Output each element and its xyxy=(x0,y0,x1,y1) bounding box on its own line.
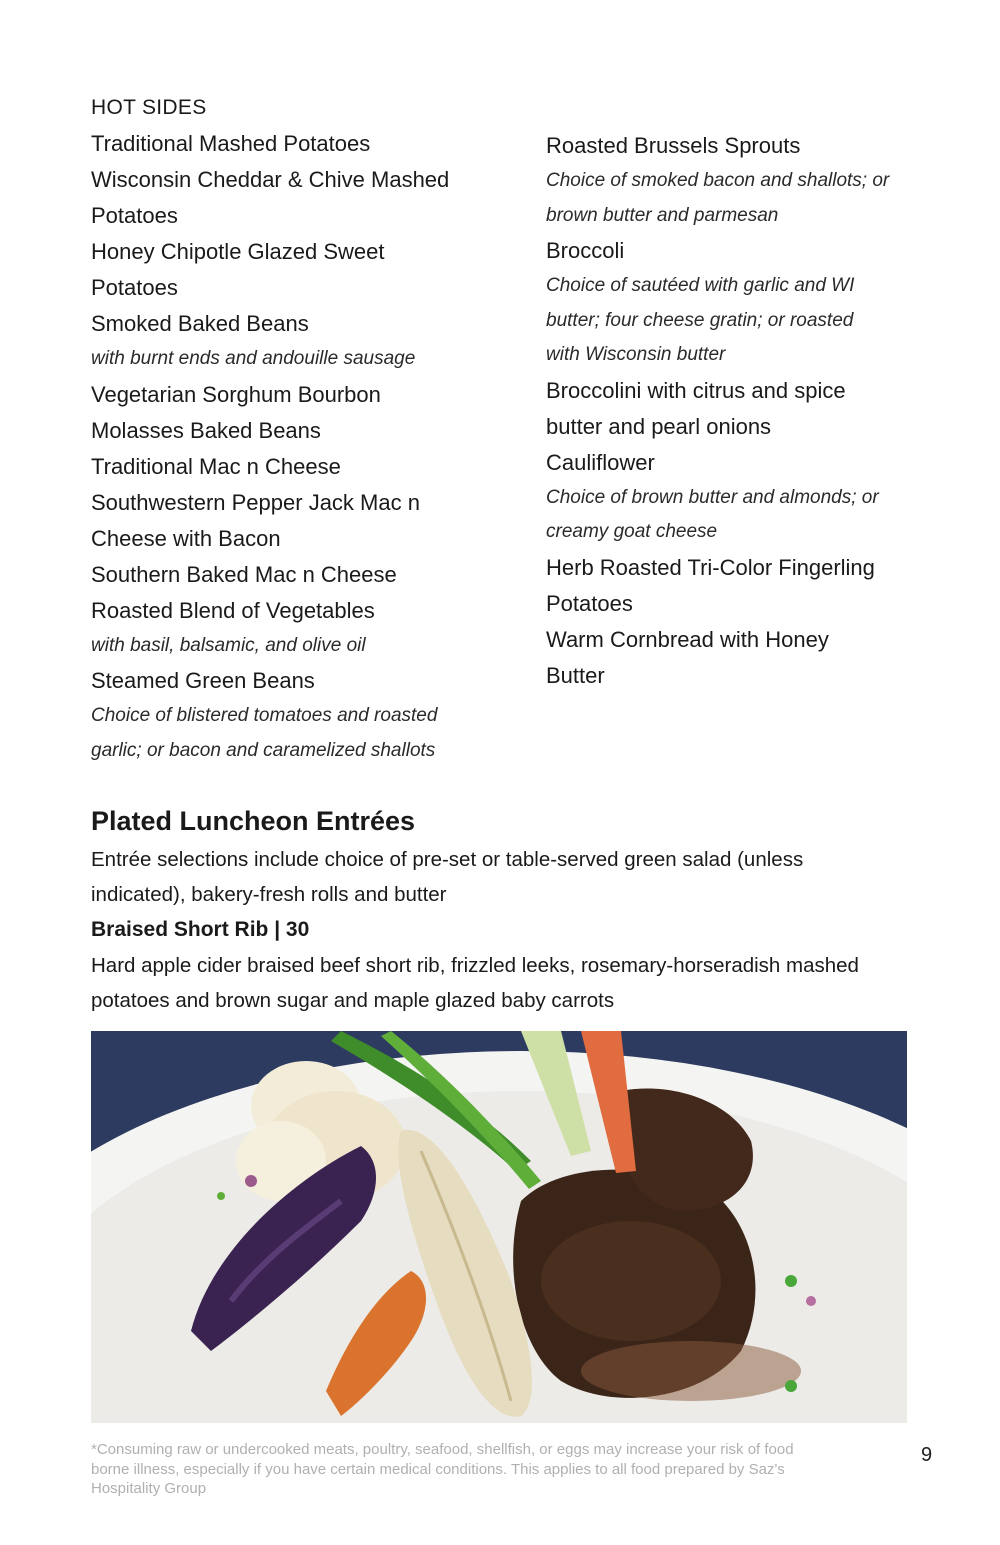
side-item: Potatoes xyxy=(546,590,633,616)
side-description: Choice of smoked bacon and shallots; or xyxy=(546,170,890,191)
side-item: Traditional Mac n Cheese xyxy=(91,453,341,479)
footnote-line-1: *Consuming raw or undercooked meats, poultry, seafood, shellfish, or eggs may increase your risk of food xyxy=(91,1441,794,1458)
section-title: Plated Luncheon Entrées xyxy=(91,806,416,836)
short-rib-photo xyxy=(91,1031,907,1423)
side-item: Honey Chipotle Glazed Sweet xyxy=(91,239,385,264)
side-item: Steamed Green Beans xyxy=(91,668,315,693)
side-item: Traditional Mashed Potatoes xyxy=(91,131,371,156)
hot-sides-heading: HOT SIDES xyxy=(91,96,207,119)
side-item: Smoked Baked Beans xyxy=(91,311,309,336)
page-number: 9 xyxy=(921,1444,933,1466)
side-item: Wisconsin Cheddar & Chive Mashed xyxy=(91,167,450,192)
side-description: butter; four cheese gratin; or roasted xyxy=(546,309,854,331)
side-description: with burnt ends and andouille sausage xyxy=(91,348,416,369)
entree-title: Braised Short Rib | 30 xyxy=(91,918,310,941)
side-description: Choice of sautéed with garlic and WI xyxy=(546,275,855,296)
side-item: Cheese with Bacon xyxy=(91,525,281,551)
side-item: Southwestern Pepper Jack Mac n xyxy=(91,489,420,515)
luncheon-intro-line-1: Entrée selections include choice of pre-set or table-served green salad (unless xyxy=(91,848,804,871)
side-item: Broccoli xyxy=(546,238,625,263)
hot-sides-right-list xyxy=(546,128,946,694)
side-item: Potatoes xyxy=(91,275,178,300)
side-description: with basil, balsamic, and olive oil xyxy=(91,634,366,656)
footnote xyxy=(91,1440,881,1499)
hot-sides-left-column xyxy=(91,90,511,768)
side-item: Butter xyxy=(546,662,605,688)
side-description: creamy goat cheese xyxy=(546,521,718,542)
side-description: brown butter and parmesan xyxy=(546,204,779,226)
side-item: Cauliflower xyxy=(546,449,655,475)
side-description: with Wisconsin butter xyxy=(546,344,726,365)
side-item: butter and pearl onions xyxy=(546,413,772,439)
luncheon-intro-line-2: indicated), bakery-fresh rolls and butter xyxy=(91,883,447,906)
entree-desc-line-2: potatoes and brown sugar and maple glazed baby carrots xyxy=(91,989,615,1012)
luncheon-section xyxy=(91,800,921,1018)
side-description: garlic; or bacon and caramelized shallots xyxy=(91,739,436,761)
footnote-line-2: borne illness, especially if you have certain medical conditions. This applies to all food prepared by Saz's xyxy=(91,1460,785,1478)
footnote-line-3: Hospitality Group xyxy=(91,1480,207,1497)
side-item: Herb Roasted Tri-Color Fingerling xyxy=(546,554,875,580)
side-description: Choice of blistered tomatoes and roasted xyxy=(91,705,438,726)
side-item: Warm Cornbread with Honey xyxy=(546,626,829,652)
side-item: Molasses Baked Beans xyxy=(91,417,321,443)
side-item: Potatoes xyxy=(91,203,178,228)
side-description: Choice of brown butter and almonds; or xyxy=(546,486,879,508)
entree-desc-line-1: Hard apple cider braised beef short rib, frizzled leeks, rosemary-horseradish mashed xyxy=(91,954,859,977)
side-item: Vegetarian Sorghum Bourbon xyxy=(91,381,381,407)
hot-sides-left-list xyxy=(91,126,511,768)
side-item: Roasted Blend of Vegetables xyxy=(91,597,375,623)
side-item: Broccolini with citrus and spice xyxy=(546,377,846,403)
side-item: Southern Baked Mac n Cheese xyxy=(91,561,397,587)
hot-sides-right-column xyxy=(546,128,946,694)
side-item: Roasted Brussels Sprouts xyxy=(546,133,801,158)
